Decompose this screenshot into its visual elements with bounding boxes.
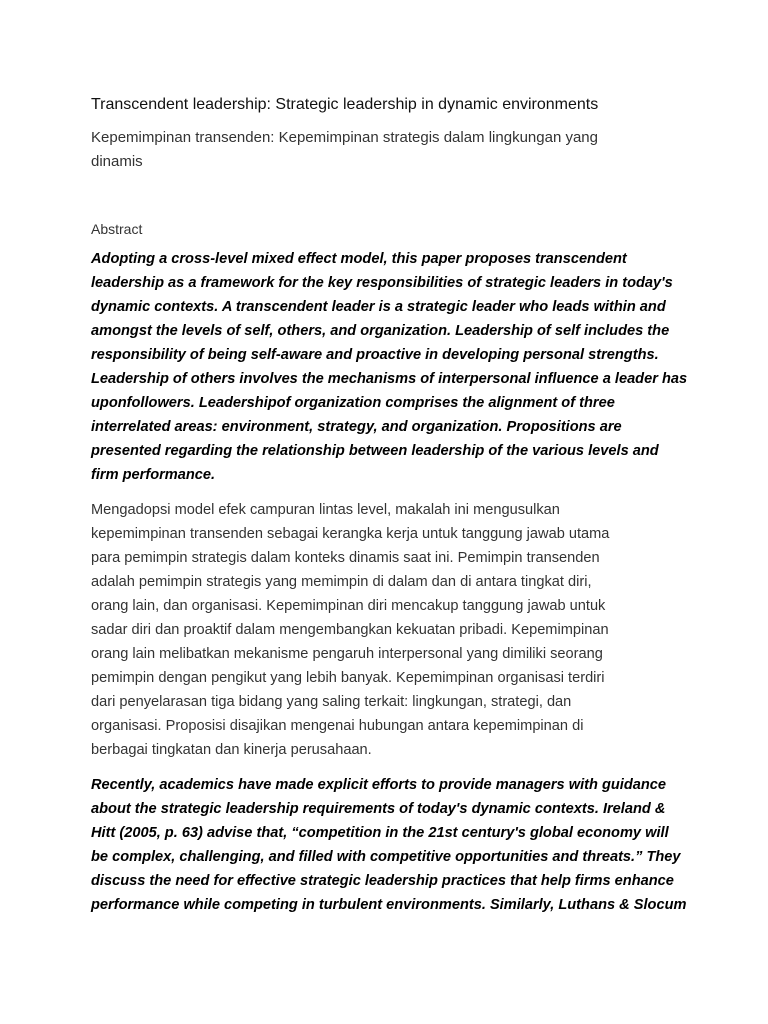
paragraph-line: berbagai tingkatan dan kinerja perusahaan. (91, 742, 372, 758)
paragraph-line: Adopting a cross-level mixed effect model, this paper proposes transcendent (91, 251, 627, 267)
paragraph-line: leadership as a framework for the key responsibilities of strategic leaders in today's (91, 275, 673, 291)
paragraph-line: presented regarding the relationship between leadership of the various levels and (91, 443, 659, 459)
paragraph-line: sadar diri dan proaktif dalam mengembangkan kekuatan pribadi. Kepemimpinan (91, 622, 609, 638)
abstract-english-paragraph (91, 247, 691, 487)
subtitle-line: dinamis (91, 153, 143, 170)
abstract-indonesian-paragraph (91, 498, 691, 762)
subtitle-line: Kepemimpinan transenden: Kepemimpinan strategis dalam lingkungan yang (91, 129, 598, 146)
paragraph-line: para pemimpin strategis dalam konteks dinamis saat ini. Pemimpin transenden (91, 550, 600, 566)
paragraph-line: performance while competing in turbulent environments. Similarly, Luthans & Slocum (91, 897, 687, 913)
paragraph-line: discuss the need for effective strategic leadership practices that help firms enhance (91, 873, 674, 889)
paragraph-line: adalah pemimpin strategis yang memimpin di dalam dan di antara tingkat diri, (91, 574, 592, 590)
paragraph-line: be complex, challenging, and filled with competitive opportunities and threats.” They (91, 849, 681, 865)
document-page (91, 92, 691, 917)
document-subtitle (91, 126, 691, 174)
document-title: Transcendent leadership: Strategic leadership in dynamic environments (91, 96, 599, 113)
paragraph-line: pemimpin dengan pengikut yang lebih banyak. Kepemimpinan organisasi terdiri (91, 670, 605, 686)
abstract-heading: Abstract (91, 221, 143, 237)
paragraph-line: uponfollowers. Leadershipof organization comprises the alignment of three (91, 395, 615, 411)
paragraph-line: organisasi. Proposisi disajikan mengenai hubungan antara kepemimpinan di (91, 718, 584, 734)
paragraph-line: responsibility of being self-aware and proactive in developing personal strengths. (91, 347, 659, 363)
paragraph-line: about the strategic leadership requirements of today's dynamic contexts. Ireland & (91, 801, 666, 817)
paragraph-line: Recently, academics have made explicit efforts to provide managers with guidance (91, 777, 667, 793)
paragraph-line: dynamic contexts. A transcendent leader is a strategic leader who leads within and (91, 299, 666, 315)
paragraph-line: orang lain melibatkan mekanisme pengaruh interpersonal yang dimiliki seorang (91, 646, 603, 662)
paragraph-line: dari penyelarasan tiga bidang yang saling terkait: lingkungan, strategi, dan (91, 694, 572, 710)
paragraph-line: interrelated areas: environment, strategy, and organization. Propositions are (91, 419, 622, 435)
paragraph-line: orang lain, dan organisasi. Kepemimpinan diri mencakup tanggung jawab untuk (91, 598, 606, 614)
paragraph-line: firm performance. (91, 467, 216, 483)
paragraph-line: amongst the levels of self, others, and organization. Leadership of self includes the (91, 323, 670, 339)
paragraph-line: Hitt (2005, p. 63) advise that, “competition in the 21st century's global economy will (91, 825, 669, 841)
paragraph-line: Mengadopsi model efek campuran lintas level, makalah ini mengusulkan (91, 502, 560, 518)
introduction-english-paragraph (91, 773, 691, 917)
paragraph-line: kepemimpinan transenden sebagai kerangka kerja untuk tanggung jawab utama (91, 526, 610, 542)
paragraph-line: Leadership of others involves the mechanisms of interpersonal influence a leader has (91, 371, 688, 387)
